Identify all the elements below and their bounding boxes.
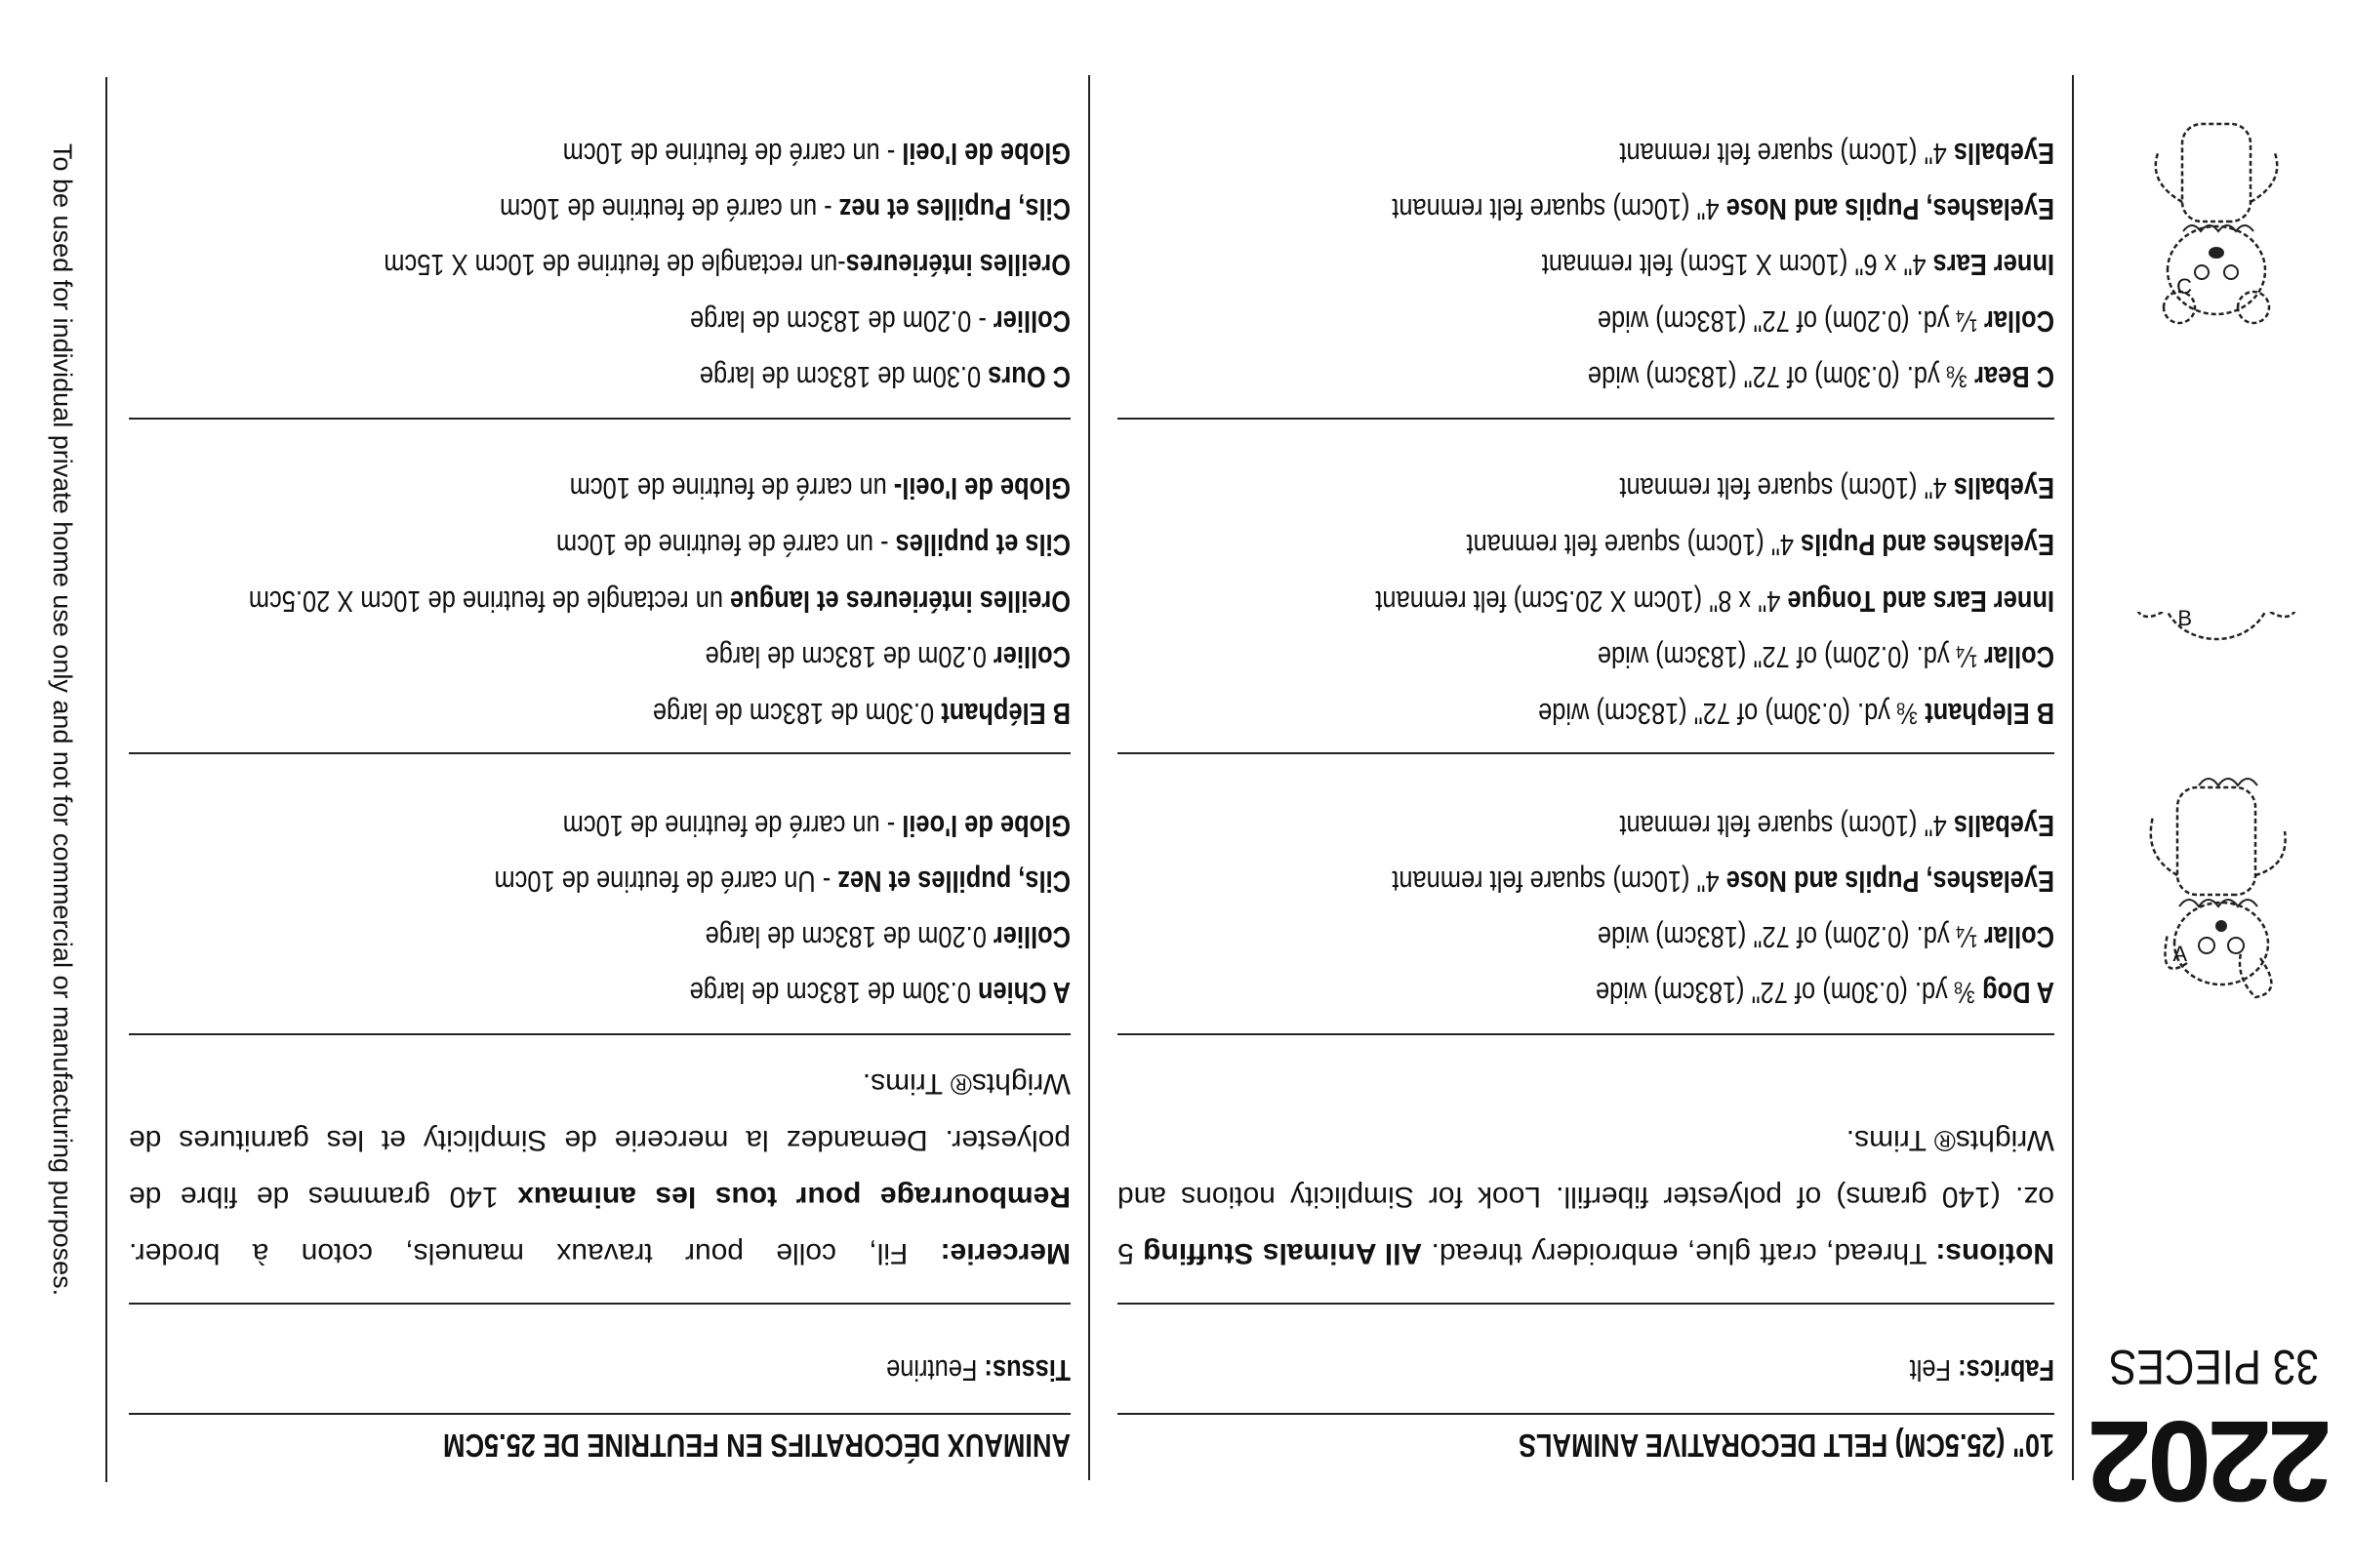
french-elephant-eyeballs: Globe de l'oeil- un carré de feutrine de 10cm (569, 471, 1071, 505)
english-rule-5 (1117, 418, 2054, 420)
english-dog-eyelashes: Eyelashes, Pupils and Nose 4" (10cm) square felt remnant (1392, 864, 2054, 899)
english-title: 10" (25.5CM) FELT DECORATIVE ANIMALS (1518, 1427, 2054, 1464)
french-fabrics-label: Tissus: (984, 1353, 1071, 1387)
column-divider-right (105, 77, 107, 1482)
english-stuffing-label: All Animals Stuffing (1143, 1237, 1423, 1269)
english-bear-inner-ears: Inner Ears 4" x 6" (10cm X 15cm) felt remnant (1541, 248, 2054, 282)
english-elephant-line: B Elephant ⅜ yd. (0.30m) of 72" (183cm) wide (1538, 697, 2054, 731)
illustration-label-a: A (2172, 942, 2187, 966)
french-rule-5 (129, 418, 1071, 420)
french-rule-3 (129, 1033, 1071, 1035)
english-elephant-eyelashes: Eyelashes and Pupils 4" (10cm) square felt remnant (1466, 528, 2054, 562)
english-fabrics (1910, 1350, 2054, 1389)
french-bear-line: C Ours 0.30m de 183cm de large (699, 360, 1071, 394)
column-divider-middle (1088, 75, 1090, 1480)
column-divider-left (2072, 75, 2074, 1480)
french-elephant-collar: Collier 0.20m de 183cm de large (705, 640, 1071, 674)
english-dog-line: A Dog ⅜ yd. (0.30m) of 72" (183cm) wide (1595, 976, 2054, 1010)
illustration-label-c: C (2176, 274, 2192, 299)
french-dog-line: A Chien 0.30m de 183cm de large (689, 976, 1071, 1010)
english-rule-1 (1117, 1413, 2054, 1415)
french-bear-eyeballs: Globe de l'oeil - un carré de feutrine de 10cm (562, 137, 1071, 171)
english-rule-2 (1117, 1303, 2054, 1305)
english-bear-eyeballs: Eyeballs 4" (10cm) square felt remnant (1619, 137, 2054, 171)
illustration-label-b: B (2177, 606, 2192, 630)
french-dog-eyelashes: Cils, pupilles et Nez - Un carré de feutrine de 10cm (494, 864, 1071, 899)
french-bear-collar: Collier - 0.20m de 183cm de large (690, 304, 1071, 339)
english-rule-3 (1117, 1033, 2054, 1035)
english-fabrics-label: Fabrics: (1958, 1353, 2054, 1387)
french-stuffing-label: Rembourrage pour tous les animaux (517, 1181, 1071, 1213)
french-stuffing-text: 140 grammes de fibre de polyester. Demandez la mercerie de Simplicity et les garnitures de Wrights® Trims. (129, 1067, 1071, 1213)
french-elephant-eyelashes: Cils et pupilles - un carré de feutrine de 10cm (556, 528, 1071, 562)
english-stuffing-text: 5 oz. (140 grams) of polyester fiberfill. Look for Simplicity notions and Wrights® Trims. (1117, 1124, 2054, 1269)
english-elephant-collar: Collar ¼ yd. (0.20m) of 72" (183cm) wide (1597, 640, 2054, 674)
french-rule-2 (129, 1303, 1071, 1305)
french-rule-4 (129, 752, 1071, 754)
french-bear-eyelashes: Cils, Pupilles et nez - un carré de feutrine de 10cm (500, 192, 1071, 226)
english-notions-text: Thread, craft glue, embroidery thread. (1422, 1237, 1936, 1269)
english-notions-label: Notions: (1935, 1237, 2054, 1269)
french-notions-text: Fil, colle pour travaux manuels, coton à broder. (129, 1237, 941, 1269)
french-elephant-line: B Eléphant 0.30m de 183cm de large (652, 697, 1071, 731)
pieces-count: 33 PIECES (2109, 1340, 2319, 1394)
english-elephant-inner-ears: Inner Ears and Tongue 4" x 8" (10cm X 20.5cm) felt remnant (1375, 584, 2054, 619)
french-dog-eyeballs: Globe de l'oeil - un carré de feutrine de 10cm (562, 809, 1071, 843)
french-rule-1 (129, 1413, 1071, 1415)
french-dog-collar: Collier 0.20m de 183cm de large (705, 920, 1071, 954)
english-dog-collar: Collar ¼ yd. (0.20m) of 72" (183cm) wide (1597, 920, 2054, 954)
bear-illustration (2119, 46, 2314, 339)
french-bear-inner-ears: Oreilles intérieures-un rectangle de feutrine de 10cm X 15cm (384, 248, 1071, 282)
french-notions (129, 1055, 1071, 1281)
english-elephant-eyeballs: Eyeballs 4" (10cm) square felt remnant (1619, 471, 2054, 505)
french-fabrics (886, 1350, 1071, 1389)
elephant-illustration (2114, 612, 2319, 944)
english-bear-eyelashes: Eyelashes, Pupils and Nose 4" (10cm) square felt remnant (1392, 192, 2054, 226)
english-bear-line: C Bear ⅜ yd. (0.30m) of 72" (183cm) wide (1587, 360, 2054, 394)
french-title: ANIMAUX DÉCORATIFS EN FEUTRINE DE 25.5CM (443, 1427, 1071, 1464)
usage-disclaimer: To be used for individual private home use only and not for commercial or manufacturing purposes. (48, 143, 77, 1297)
english-rule-4 (1117, 752, 2054, 754)
french-elephant-inner-ears: Oreilles intérieures et langue un rectangle de feutrine de 10cm X 20.5cm (248, 584, 1071, 619)
english-bear-collar: Collar ¼ yd. (0.20m) of 72" (183cm) wide (1597, 304, 2054, 339)
english-dog-eyeballs: Eyeballs 4" (10cm) square felt remnant (1619, 809, 2054, 843)
english-notions (1117, 1111, 2054, 1281)
pattern-number: 2202 (2090, 1396, 2332, 1525)
english-fabrics-value: Felt (1909, 1353, 1959, 1387)
french-notions-label: Mercerie: (940, 1237, 1071, 1269)
french-fabrics-value: Feutrine (886, 1353, 985, 1387)
